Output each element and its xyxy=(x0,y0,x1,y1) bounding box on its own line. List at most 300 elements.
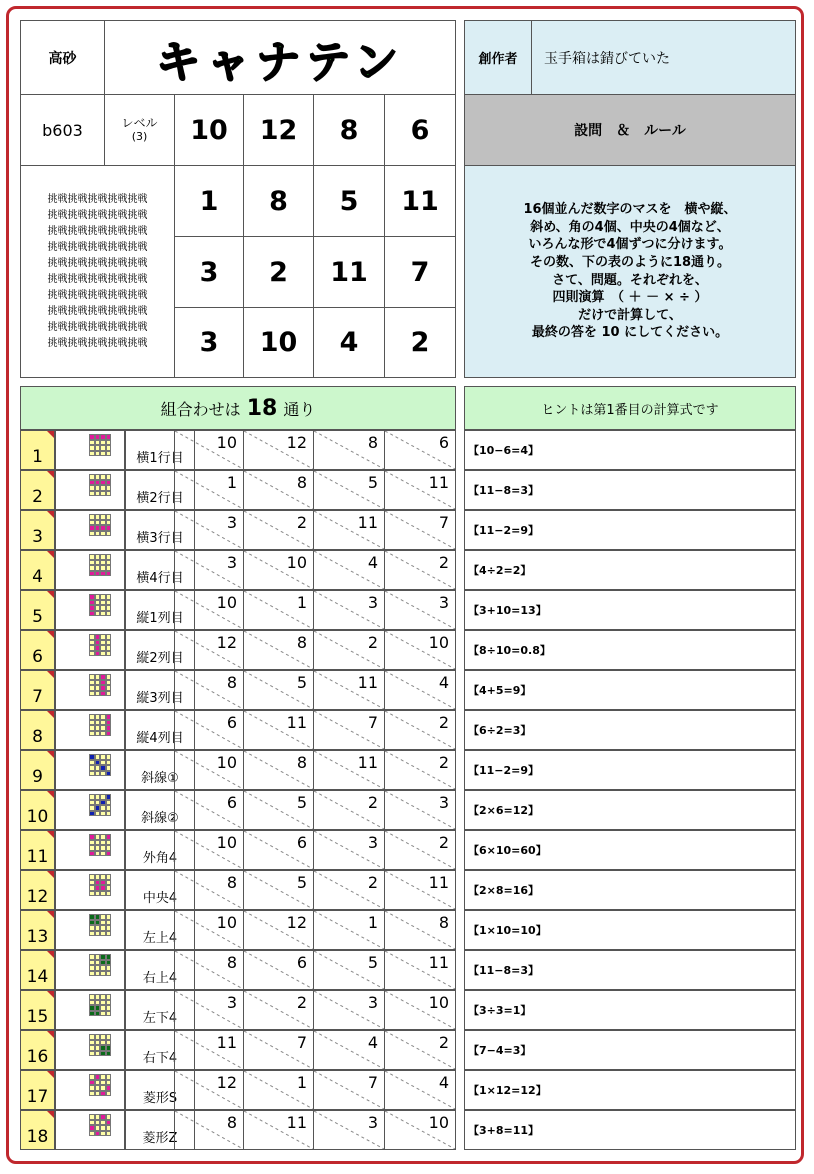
value-text: 12 xyxy=(286,433,307,452)
value-text: 6 xyxy=(226,713,237,732)
pattern-icon xyxy=(55,430,125,470)
value-text: 8 xyxy=(226,673,237,692)
row-value xyxy=(384,470,456,510)
row-label: 菱形Z xyxy=(125,1110,195,1150)
value-text: 1 xyxy=(296,593,307,612)
row-number: 9 xyxy=(20,750,55,790)
combo-header-prefix: 組合わせは xyxy=(160,399,241,419)
value-text: 11 xyxy=(286,713,307,732)
hint-cell: 【4÷2=2】 xyxy=(464,550,796,590)
value-text: 3 xyxy=(226,993,237,1012)
grid-pattern-icon xyxy=(89,594,111,616)
row-number: 14 xyxy=(20,950,55,990)
value-text: 10 xyxy=(428,633,449,652)
value-text: 10 xyxy=(428,993,449,1012)
row-value xyxy=(313,470,385,510)
hint-cell: 【4+5=9】 xyxy=(464,670,796,710)
value-text: 2 xyxy=(367,633,378,652)
rules-line: 四則演算 （ ＋ － × ÷ ） xyxy=(552,290,708,306)
row-label: 横1行目 xyxy=(125,430,195,470)
creator-label: 創作者 xyxy=(464,20,532,95)
value-text: 11 xyxy=(357,673,378,692)
value-text: 10 xyxy=(216,913,237,932)
value-text: 12 xyxy=(286,913,307,932)
row-value xyxy=(174,670,244,710)
row-value xyxy=(243,1070,314,1110)
grid-pattern-icon xyxy=(89,1114,111,1136)
value-text: 1 xyxy=(367,913,378,932)
table-row xyxy=(20,830,456,870)
hint-header: ヒントは第1番目の計算式です xyxy=(464,386,796,430)
value-text: 12 xyxy=(216,633,237,652)
pattern-icon xyxy=(55,790,125,830)
grid-cell: 6 xyxy=(384,94,456,166)
grid-cell: 10 xyxy=(243,307,314,378)
row-value xyxy=(313,950,385,990)
rules-line: いろんな形で4個ずつに分けます。 xyxy=(528,237,732,253)
grid-pattern-icon xyxy=(89,954,111,976)
row-value xyxy=(313,750,385,790)
row-label: 左上4 xyxy=(125,910,195,950)
row-label: 外角4 xyxy=(125,830,195,870)
combo-header xyxy=(20,386,456,430)
grid-pattern-icon xyxy=(89,834,111,856)
row-number: 2 xyxy=(20,470,55,510)
row-value xyxy=(243,710,314,750)
hint-cell: 【3+10=13】 xyxy=(464,590,796,630)
pattern-icon xyxy=(55,1110,125,1150)
table-row xyxy=(20,550,456,590)
row-label: 右上4 xyxy=(125,950,195,990)
hint-cell: 【8÷10=0.8】 xyxy=(464,630,796,670)
challenge-line: 挑戦挑戦挑戦挑戦挑戦 xyxy=(47,257,148,269)
creator-value: 玉手箱は錆びていた xyxy=(531,20,796,95)
value-text: 10 xyxy=(216,593,237,612)
value-text: 10 xyxy=(216,753,237,772)
challenge-line: 挑戦挑戦挑戦挑戦挑戦 xyxy=(47,321,148,333)
value-text: 8 xyxy=(226,953,237,972)
row-value xyxy=(384,790,456,830)
value-text: 4 xyxy=(367,553,378,572)
row-value xyxy=(174,870,244,910)
grid-cell: 11 xyxy=(313,236,385,308)
challenge-line: 挑戦挑戦挑戦挑戦挑戦 xyxy=(47,305,148,317)
challenge-line: 挑戦挑戦挑戦挑戦挑戦 xyxy=(47,289,148,301)
title-cell xyxy=(104,20,456,95)
row-number: 18 xyxy=(20,1110,55,1150)
value-text: 3 xyxy=(226,513,237,532)
value-text: 3 xyxy=(226,553,237,572)
row-value xyxy=(174,1070,244,1110)
table-row xyxy=(20,710,456,750)
rules-line: 斜め、角の4個、中央の4個など、 xyxy=(530,219,730,235)
grid-cell: 5 xyxy=(313,165,385,237)
value-text: 3 xyxy=(367,993,378,1012)
row-value xyxy=(384,1070,456,1110)
pattern-icon xyxy=(55,710,125,750)
value-text: 10 xyxy=(216,433,237,452)
row-value xyxy=(174,470,244,510)
value-text: 8 xyxy=(296,753,307,772)
table-row xyxy=(20,510,456,550)
pattern-icon xyxy=(55,830,125,870)
row-value xyxy=(384,870,456,910)
row-label: 右下4 xyxy=(125,1030,195,1070)
row-value xyxy=(384,670,456,710)
row-value xyxy=(384,990,456,1030)
grid-pattern-icon xyxy=(89,474,111,496)
value-text: 8 xyxy=(438,913,449,932)
value-text: 8 xyxy=(367,433,378,452)
hint-cell: 【6÷2=3】 xyxy=(464,710,796,750)
row-number: 7 xyxy=(20,670,55,710)
grid-cell: 12 xyxy=(243,94,314,166)
value-text: 6 xyxy=(296,953,307,972)
pattern-icon xyxy=(55,510,125,550)
value-text: 2 xyxy=(438,553,449,572)
grid-cell: 10 xyxy=(174,94,244,166)
hint-cell: 【11−8=3】 xyxy=(464,470,796,510)
table-row xyxy=(20,990,456,1030)
pattern-icon xyxy=(55,550,125,590)
row-number: 3 xyxy=(20,510,55,550)
hint-cell: 【1×10=10】 xyxy=(464,910,796,950)
row-value xyxy=(243,1030,314,1070)
row-value xyxy=(174,1030,244,1070)
pattern-icon xyxy=(55,590,125,630)
row-value xyxy=(243,1110,314,1150)
grid-cell: 4 xyxy=(313,307,385,378)
table-row xyxy=(20,1070,456,1110)
row-label: 横4行目 xyxy=(125,550,195,590)
row-label: 縦2列目 xyxy=(125,630,195,670)
table-row xyxy=(20,470,456,510)
row-value xyxy=(313,510,385,550)
row-number: 11 xyxy=(20,830,55,870)
row-value xyxy=(384,750,456,790)
pattern-icon xyxy=(55,1070,125,1110)
grid-cell: 2 xyxy=(243,236,314,308)
row-value xyxy=(313,550,385,590)
row-value xyxy=(243,630,314,670)
row-label: 横3行目 xyxy=(125,510,195,550)
value-text: 3 xyxy=(367,833,378,852)
rules-line: 最終の答を 10 にしてください。 xyxy=(531,325,729,341)
grid-cell: 8 xyxy=(313,94,385,166)
row-value xyxy=(174,790,244,830)
grid-pattern-icon xyxy=(89,554,111,576)
value-text: 3 xyxy=(367,593,378,612)
value-text: 5 xyxy=(296,793,307,812)
row-value xyxy=(313,870,385,910)
value-text: 11 xyxy=(357,753,378,772)
row-value xyxy=(243,790,314,830)
grid-pattern-icon xyxy=(89,1074,111,1096)
value-text: 2 xyxy=(296,513,307,532)
value-text: 7 xyxy=(367,1073,378,1092)
value-text: 6 xyxy=(438,433,449,452)
row-label: 縦4列目 xyxy=(125,710,195,750)
pattern-icon xyxy=(55,750,125,790)
challenge-line: 挑戦挑戦挑戦挑戦挑戦 xyxy=(47,225,148,237)
row-number: 15 xyxy=(20,990,55,1030)
row-value xyxy=(313,710,385,750)
level-value: (3) xyxy=(131,130,148,143)
row-value xyxy=(243,510,314,550)
row-label: 斜線② xyxy=(125,790,195,830)
value-text: 11 xyxy=(357,513,378,532)
row-value xyxy=(313,590,385,630)
hint-cell: 【10−6=4】 xyxy=(464,430,796,470)
value-text: 12 xyxy=(216,1073,237,1092)
value-text: 2 xyxy=(438,833,449,852)
row-value xyxy=(384,550,456,590)
value-text: 2 xyxy=(438,713,449,732)
hint-cell: 【3+8=11】 xyxy=(464,1110,796,1150)
pattern-icon xyxy=(55,670,125,710)
hint-cell: 【2×8=16】 xyxy=(464,870,796,910)
row-label: 菱形S xyxy=(125,1070,195,1110)
hint-cell: 【11−8=3】 xyxy=(464,950,796,990)
grid-pattern-icon xyxy=(89,914,111,936)
grid-cell: 11 xyxy=(384,165,456,237)
row-value xyxy=(243,670,314,710)
value-text: 8 xyxy=(226,1113,237,1132)
pattern-icon xyxy=(55,870,125,910)
table-row xyxy=(20,750,456,790)
value-text: 11 xyxy=(428,473,449,492)
table-row xyxy=(20,950,456,990)
value-text: 3 xyxy=(438,793,449,812)
challenge-block xyxy=(20,165,175,378)
value-text: 8 xyxy=(296,633,307,652)
pattern-icon xyxy=(55,1030,125,1070)
row-value xyxy=(174,830,244,870)
hint-cell: 【1×12=12】 xyxy=(464,1070,796,1110)
hint-cell: 【7−4=3】 xyxy=(464,1030,796,1070)
row-value xyxy=(174,750,244,790)
pattern-icon xyxy=(55,630,125,670)
rules-line: だけで計算して、 xyxy=(578,307,682,323)
row-number: 13 xyxy=(20,910,55,950)
row-value xyxy=(384,950,456,990)
row-number: 1 xyxy=(20,430,55,470)
row-label: 斜線① xyxy=(125,750,195,790)
grid-pattern-icon xyxy=(89,1034,111,1056)
row-number: 4 xyxy=(20,550,55,590)
row-value xyxy=(243,830,314,870)
table-row xyxy=(20,670,456,710)
value-text: 10 xyxy=(286,553,307,572)
row-label: 縦1列目 xyxy=(125,590,195,630)
hint-cell: 【3÷3=1】 xyxy=(464,990,796,1030)
row-value xyxy=(243,590,314,630)
row-number: 12 xyxy=(20,870,55,910)
row-value xyxy=(384,630,456,670)
row-value xyxy=(243,550,314,590)
row-value xyxy=(174,550,244,590)
row-number: 17 xyxy=(20,1070,55,1110)
value-text: 2 xyxy=(367,793,378,812)
value-text: 10 xyxy=(428,1113,449,1132)
puzzle-title: キャナテン xyxy=(156,36,404,88)
rules-line: その数、下の表のように18通り。 xyxy=(529,254,731,270)
grid-pattern-icon xyxy=(89,874,111,896)
value-text: 11 xyxy=(286,1113,307,1132)
row-number: 8 xyxy=(20,710,55,750)
value-text: 11 xyxy=(428,953,449,972)
value-text: 7 xyxy=(367,713,378,732)
table-row xyxy=(20,590,456,630)
author-name: 高砂 xyxy=(20,20,105,95)
row-value xyxy=(384,430,456,470)
row-label: 縦3列目 xyxy=(125,670,195,710)
row-value xyxy=(313,830,385,870)
grid-cell: 3 xyxy=(174,236,244,308)
row-value xyxy=(313,630,385,670)
challenge-line: 挑戦挑戦挑戦挑戦挑戦 xyxy=(47,241,148,253)
grid-pattern-icon xyxy=(89,754,111,776)
row-value xyxy=(313,670,385,710)
value-text: 6 xyxy=(296,833,307,852)
row-value xyxy=(313,1070,385,1110)
challenge-line: 挑戦挑戦挑戦挑戦挑戦 xyxy=(47,193,148,205)
grid-pattern-icon xyxy=(89,994,111,1016)
grid-pattern-icon xyxy=(89,794,111,816)
rules-line: さて、問題。それぞれを、 xyxy=(552,272,708,288)
grid-cell: 1 xyxy=(174,165,244,237)
pattern-icon xyxy=(55,950,125,990)
pattern-icon xyxy=(55,470,125,510)
grid-pattern-icon xyxy=(89,714,111,736)
row-value xyxy=(174,630,244,670)
hint-cell: 【11−2=9】 xyxy=(464,750,796,790)
value-text: 5 xyxy=(367,953,378,972)
table-row xyxy=(20,1110,456,1150)
row-value xyxy=(384,830,456,870)
row-value xyxy=(243,990,314,1030)
value-text: 10 xyxy=(216,833,237,852)
row-value xyxy=(384,510,456,550)
value-text: 3 xyxy=(438,593,449,612)
grid-cell: 3 xyxy=(174,307,244,378)
row-value xyxy=(313,430,385,470)
rules-line: 16個並んだ数字のマスを 横や縦、 xyxy=(523,202,737,218)
value-text: 2 xyxy=(367,873,378,892)
value-text: 1 xyxy=(296,1073,307,1092)
rules-header: 設問 ＆ ルール xyxy=(464,94,796,166)
row-value xyxy=(313,1030,385,1070)
grid-cell: 7 xyxy=(384,236,456,308)
value-text: 5 xyxy=(296,873,307,892)
grid-pattern-icon xyxy=(89,514,111,536)
row-value xyxy=(174,990,244,1030)
table-row xyxy=(20,1030,456,1070)
grid-pattern-icon xyxy=(89,434,111,456)
row-value xyxy=(243,870,314,910)
grid-pattern-icon xyxy=(89,634,111,656)
pattern-icon xyxy=(55,990,125,1030)
row-value xyxy=(174,950,244,990)
combo-count: 18 xyxy=(246,395,278,421)
value-text: 4 xyxy=(438,1073,449,1092)
grid-pattern-icon xyxy=(89,674,111,696)
row-value xyxy=(174,910,244,950)
row-value xyxy=(313,790,385,830)
row-value xyxy=(384,1110,456,1150)
value-text: 6 xyxy=(226,793,237,812)
row-value xyxy=(174,590,244,630)
challenge-line: 挑戦挑戦挑戦挑戦挑戦 xyxy=(47,273,148,285)
row-value xyxy=(313,910,385,950)
table-row xyxy=(20,630,456,670)
value-text: 4 xyxy=(438,673,449,692)
challenge-line: 挑戦挑戦挑戦挑戦挑戦 xyxy=(47,209,148,221)
pattern-icon xyxy=(55,910,125,950)
row-value xyxy=(243,910,314,950)
row-value xyxy=(174,430,244,470)
value-text: 5 xyxy=(296,673,307,692)
row-number: 16 xyxy=(20,1030,55,1070)
value-text: 2 xyxy=(438,1033,449,1052)
challenge-line: 挑戦挑戦挑戦挑戦挑戦 xyxy=(47,337,148,349)
hint-cell: 【2×6=12】 xyxy=(464,790,796,830)
value-text: 4 xyxy=(367,1033,378,1052)
row-value xyxy=(243,470,314,510)
row-value xyxy=(384,910,456,950)
row-value xyxy=(243,950,314,990)
level-label: レベル xyxy=(121,116,158,130)
row-value xyxy=(384,710,456,750)
row-value xyxy=(384,590,456,630)
value-text: 1 xyxy=(226,473,237,492)
row-value xyxy=(174,510,244,550)
rules-text xyxy=(464,165,796,378)
table-row xyxy=(20,910,456,950)
value-text: 2 xyxy=(438,753,449,772)
table-row xyxy=(20,870,456,910)
row-number: 5 xyxy=(20,590,55,630)
value-text: 7 xyxy=(438,513,449,532)
row-value xyxy=(313,1110,385,1150)
row-label: 左下4 xyxy=(125,990,195,1030)
row-value xyxy=(243,430,314,470)
row-label: 横2行目 xyxy=(125,470,195,510)
table-row xyxy=(20,430,456,470)
row-number: 10 xyxy=(20,790,55,830)
value-text: 11 xyxy=(428,873,449,892)
puzzle-id: b603 xyxy=(20,94,105,166)
hint-cell: 【6×10=60】 xyxy=(464,830,796,870)
value-text: 11 xyxy=(216,1033,237,1052)
table-row xyxy=(20,790,456,830)
value-text: 3 xyxy=(367,1113,378,1132)
row-label: 中央4 xyxy=(125,870,195,910)
value-text: 7 xyxy=(296,1033,307,1052)
row-value xyxy=(313,990,385,1030)
combo-header-suffix: 通り xyxy=(283,399,316,419)
grid-cell: 2 xyxy=(384,307,456,378)
value-text: 8 xyxy=(226,873,237,892)
level-cell xyxy=(104,94,175,166)
value-text: 8 xyxy=(296,473,307,492)
grid-cell: 8 xyxy=(243,165,314,237)
row-number: 6 xyxy=(20,630,55,670)
row-value xyxy=(174,1110,244,1150)
row-value xyxy=(174,710,244,750)
value-text: 5 xyxy=(367,473,378,492)
hint-cell: 【11−2=9】 xyxy=(464,510,796,550)
